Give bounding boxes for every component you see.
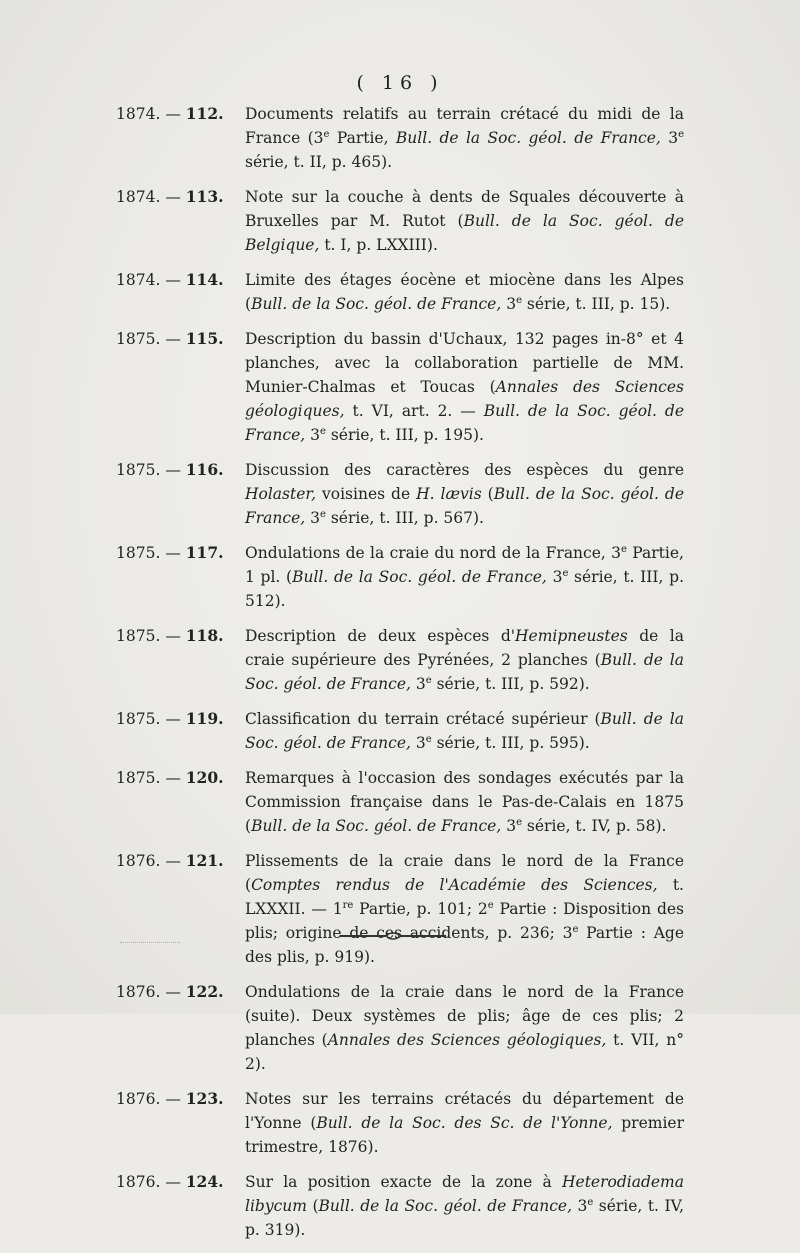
bibliography-entry [0,1170,800,1242]
entry-year: 1875. [116,461,161,479]
entry-text-segment: Description du bassin d'Uchaux, 132 pages in-8° et 4 planches, avec la collaboration partielle de MM. Munier-Chalmas et Toucas ( [245,330,684,396]
entry-text-segment: t. VII, n° 2). [245,1031,684,1073]
entry-superscript: e [621,543,627,555]
entry-superscript: e [319,508,326,520]
entry-superscript: e [572,923,579,935]
bibliography-entry [0,849,800,969]
entry-text-segment: Plissements de la craie dans le nord de la France ( [245,852,684,894]
entry-text-segment: Ondulations de la craie dans le nord de la France (suite). Deux systèmes de plis; âge de ces plis; 2 planches ( [245,983,684,1049]
entry-text-segment: ( [306,1197,319,1215]
entry-heading [116,1170,224,1194]
entry-number: 115. [185,329,224,348]
entry-text-segment: t. LXXXII. — 1 [245,876,684,918]
entry-heading [116,102,224,126]
entry-text-segment: 3 [572,1197,588,1215]
bibliography-entry [0,624,800,696]
entry-year: 1876. [116,1173,161,1191]
entry-text [245,271,684,313]
entry-heading [116,1087,224,1111]
entry-text [245,710,684,752]
entry-text-segment: Ondulations de la craie du nord de la France, 3 [245,544,622,562]
entry-text [245,627,684,693]
entry-text-segment: de la craie supérieure des Pyrénées, 2 planches ( [245,627,684,669]
entry-number: 124. [185,1172,224,1191]
entry-superscript: e [562,567,569,579]
entry-number: 121. [185,851,224,870]
entry-superscript: e [323,128,330,140]
entry-dash: — [165,769,181,787]
entry-superscript: re [342,899,354,911]
entry-dash: — [165,461,181,479]
entry-year: 1874. [116,271,161,289]
entry-number: 113. [185,187,224,206]
entry-journal: Bull. de la Soc. géol. de France, [292,568,547,586]
entry-year: 1876. [116,852,161,870]
entry-journal: Annales des Sciences géologiques, [245,378,684,420]
entry-dash: — [165,627,181,645]
entry-text-segment: série, t. IV, p. 58). [521,817,667,835]
bibliography-entry [0,541,800,613]
entry-text-segment: voisines de [316,485,417,503]
entry-year: 1874. [116,105,161,123]
entry-text-segment: série, t. IV, p. 319). [245,1197,684,1239]
entry-year: 1875. [116,710,161,728]
entry-year: 1874. [116,188,161,206]
entry-superscript: e [487,899,494,911]
entry-superscript: e [516,816,522,828]
entry-text-segment: Partie : Disposition des plis; origine de ces accidents, p. 236; 3 [245,900,684,942]
entry-number: 120. [185,768,224,787]
entry-journal: Comptes rendus de l'Académie des Sciences, [251,876,658,894]
entry-text-segment: t. VI, art. 2. — [344,402,484,420]
entry-text-segment: série, t. III, p. 15). [521,295,671,313]
entry-text-segment: 3 [501,817,517,835]
entry-text-segment: Classification du terrain crétacé supérieur ( [245,710,601,728]
entry-journal: Bull. de la Soc. des Sc. de l'Yonne, [316,1114,613,1132]
entry-number: 117. [185,543,224,562]
entry-text [245,105,684,171]
entry-heading [116,327,224,351]
entry-journal: Heterodiadema libycum [245,1173,684,1215]
entry-text-segment: Discussion des caractères des espèces du genre [245,461,684,479]
entry-text-segment: 3 [501,295,517,313]
entry-journal: Bull. de la Soc. géol. de France, [245,485,684,527]
entry-number: 122. [185,982,224,1001]
entry-dash: — [165,330,181,348]
entry-number: 112. [185,104,224,123]
entry-text [245,769,684,835]
entry-year: 1875. [116,544,161,562]
entry-year: 1875. [116,769,161,787]
entry-year: 1876. [116,1090,161,1108]
entry-heading [116,185,224,209]
entry-text-segment: Note sur la couche à dents de Squales découverte à Bruxelles par M. Rutot ( [245,188,684,230]
entry-heading [116,849,224,873]
end-ornament [338,931,448,941]
print-smudge [120,942,180,946]
entry-dash: — [165,852,181,870]
bibliography-entry [0,458,800,530]
entry-text-segment: série, t. III, p. 512). [245,568,685,610]
entry-heading [116,624,224,648]
entry-heading [116,980,224,1004]
bibliography-entry [0,980,800,1076]
entry-text-segment: 3 [410,734,426,752]
entry-text-segment: Limite des étages éocène et miocène dans les Alpes ( [245,271,684,313]
entry-text-segment: 3 [546,568,563,586]
entry-text-segment: Partie : Age des plis, p. 919). [245,924,684,966]
entry-text-segment: premier trimestre, 1876). [245,1114,684,1156]
entry-text-segment: Remarques à l'occasion des sondages exécutés par la Commission française dans le Pas-de-Calais en 1875 ( [245,769,684,835]
entry-dash: — [165,105,181,123]
entry-text [245,1173,684,1239]
entry-superscript: e [319,425,326,437]
entry-text-segment: ( [481,485,494,503]
entry-text-segment: Partie, p. 101; 2 [353,900,488,918]
entry-journal: Bull. de la Soc. géol. de France, [318,1197,573,1215]
entry-superscript: e [425,733,432,745]
entry-text [245,188,684,254]
entry-text-segment: série, t. III, p. 195). [325,426,484,444]
entry-superscript: e [425,674,432,686]
entry-number: 116. [185,460,224,479]
entry-text [245,1090,684,1156]
entry-superscript: e [587,1196,594,1208]
entry-dash: — [165,983,181,1001]
entry-journal: Bull. de la Soc. géol. de France, [245,402,684,444]
entry-year: 1875. [116,627,161,645]
entry-text [245,983,684,1073]
entry-dash: — [165,544,181,562]
entry-heading [116,766,224,790]
entry-dash: — [165,188,181,206]
entry-dash: — [165,1173,181,1191]
entry-superscript: e [516,294,522,306]
entry-text-segment: Sur la position exacte de la zone à [245,1173,562,1191]
entry-year: 1876. [116,983,161,1001]
entry-text-segment: Partie, [329,129,396,147]
entry-heading [116,268,224,292]
entry-year: 1875. [116,330,161,348]
entry-journal: Bull. de la Soc. géol. de France, [245,651,684,693]
entry-text-segment: Notes sur les terrains crétacés du département de l'Yonne ( [245,1090,684,1132]
entry-superscript: e [678,128,685,140]
entry-text-segment: série, t. III, p. 567). [325,509,484,527]
entry-heading [116,707,224,731]
entry-text-segment: 3 [305,509,320,527]
entry-text-segment: 3 [410,675,426,693]
entry-text [245,461,684,527]
entry-dash: — [165,1090,181,1108]
bibliography-entry [0,268,800,316]
bibliography-entry [0,185,800,257]
bibliography-entry [0,707,800,755]
entry-journal: Bull. de la Soc. géol. de France, [251,295,502,313]
entry-journal: Holaster, [245,485,317,503]
entry-heading [116,458,224,482]
bibliography-list [0,102,800,1253]
entry-text-segment: série, t. III, p. 595). [431,734,590,752]
page-number: ( 16 ) [356,72,444,94]
entry-text-segment: 3 [305,426,320,444]
entry-dash: — [165,271,181,289]
entry-text-segment: Partie, 1 pl. ( [245,544,684,586]
bibliography-entry [0,1087,800,1159]
entry-text-segment: 3 [660,129,679,147]
entry-journal: Bull. de la Soc. géol. de France, [395,129,661,147]
entry-number: 123. [185,1089,224,1108]
entry-journal: Bull. de la Soc. géol. de France, [245,710,684,752]
entry-number: 114. [185,270,224,289]
entry-number: 118. [185,626,224,645]
entry-journal: Bull. de la Soc. géol. de France, [251,817,502,835]
entry-journal: H. lævis [416,485,482,503]
entry-heading [116,541,224,565]
entry-journal: Annales des Sciences géologiques, [327,1031,607,1049]
entry-journal: Bull. de la Soc. géol. de Belgique, [245,212,685,254]
entry-journal: Hemipneustes [515,627,628,645]
bibliography-entry [0,766,800,838]
entry-text-segment: t. I, p. LXXIII). [319,236,438,254]
entry-text-segment: série, t. II, p. 465). [245,153,393,171]
entry-text-segment: Documents relatifs au terrain crétacé du midi de la France (3 [245,105,684,147]
entry-number: 119. [185,709,224,728]
entry-text [245,544,684,610]
entry-text-segment: série, t. III, p. 592). [431,675,590,693]
bibliography-entry [0,327,800,447]
entry-dash: — [165,710,181,728]
entry-text [245,852,684,966]
entry-text [245,330,684,444]
entry-text-segment: Description de deux espèces d' [245,627,516,645]
bibliography-entry [0,102,800,174]
